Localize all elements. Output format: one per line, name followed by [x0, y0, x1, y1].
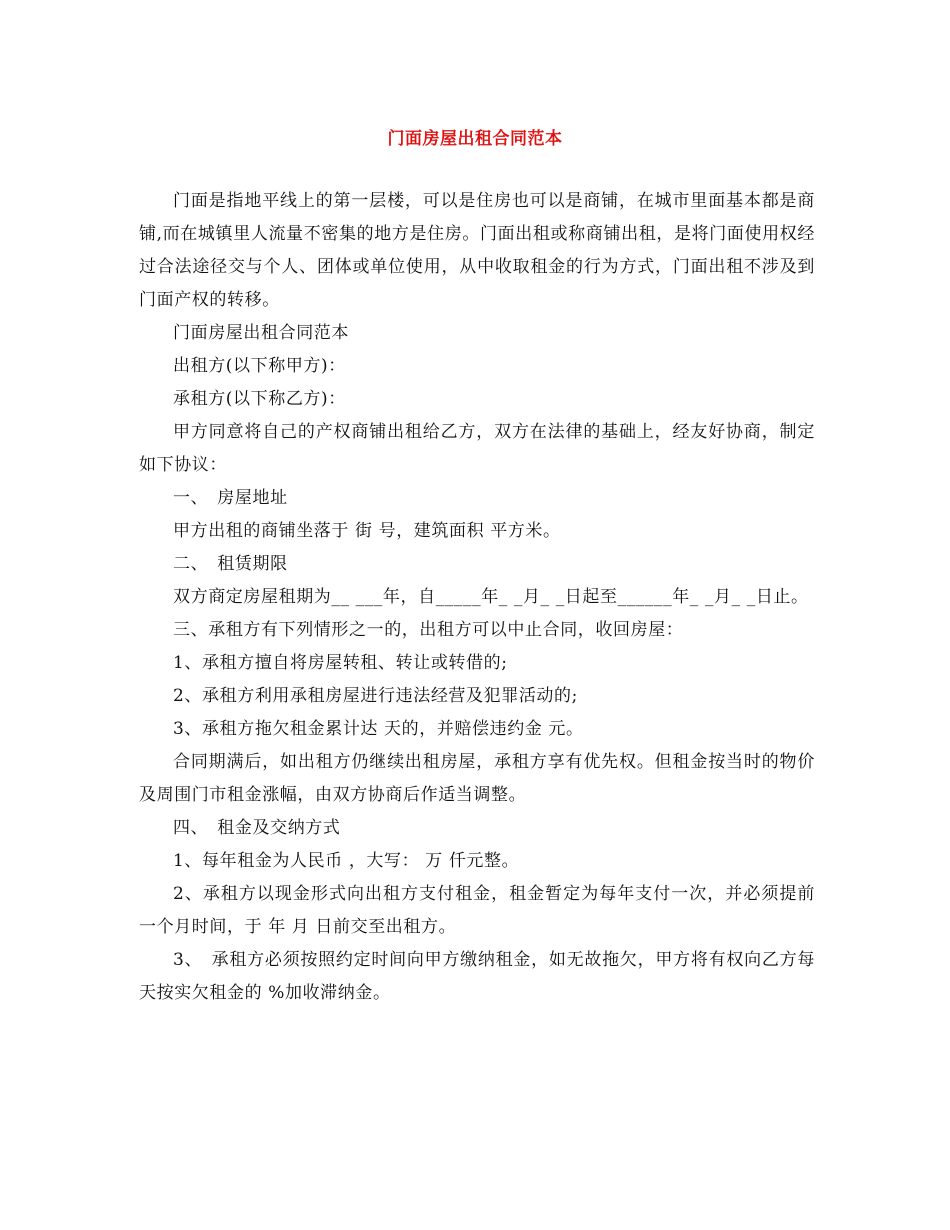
section-heading-term: 二、 租赁期限 [173, 554, 288, 574]
document-title: 门面房屋出租合同范本 [387, 129, 563, 149]
clause-item-2: 2、承租方利用承租房屋进行违法经营及犯罪活动的; [173, 686, 578, 706]
section-heading-rent: 四、 租金及交纳方式 [173, 818, 341, 838]
rent-item-1: 1、每年租金为人民币 ，大写： 万 仟元整。 [173, 851, 520, 871]
paragraph-lessee: 承租方(以下称乙方)： [173, 389, 346, 409]
paragraph-agreement: 甲方同意将自己的产权商铺出租给乙方，双方在法律的基础上，经友好协商，制定如下协议： [139, 422, 815, 475]
paragraph-subtitle: 门面房屋出租合同范本 [173, 323, 349, 343]
rent-item-3: 3、 承租方必须按照约定时间向甲方缴纳租金，如无故拖欠，甲方将有权向乙方每天按实欠租金的 %加收滞纳金。 [139, 950, 815, 1003]
clause-item-3: 3、承租方拖欠租金累计达 天的，并赔偿违约金 元。 [173, 719, 584, 739]
clause-item-1: 1、承租方擅自将房屋转租、转让或转借的; [173, 653, 508, 673]
document-body [139, 185, 815, 1010]
paragraph-address: 甲方出租的商铺坐落于 街 号，建筑面积 平方米。 [173, 521, 561, 541]
paragraph-intro: 门面是指地平线上的第一层楼，可以是住房也可以是商铺，在城市里面基本都是商铺,而在城镇里人流量不密集的地方是住房。门面出租或称商铺出租，是将门面使用权经过合法途径交与个人、团体或单位使用，从中收取租金的行为方式，门面出租不涉及到门面产权的转移。 [139, 191, 815, 310]
paragraph-renewal: 合同期满后，如出租方仍继续出租房屋，承租方享有优先权。但租金按当时的物价及周围门市租金涨幅，由双方协商后作适当调整。 [139, 752, 815, 805]
paragraph-term: 双方商定房屋租期为__ ___年，自_____年_ _月_ _日起至______年_ _月_ _日止。 [173, 587, 809, 607]
rent-item-2: 2、承租方以现金形式向出租方支付租金，租金暂定为每年支付一次，并必须提前一个月时间，于 年 月 日前交至出租方。 [139, 884, 815, 937]
paragraph-lessor: 出租方(以下称甲方)： [173, 356, 346, 376]
section-heading-termination: 三、承租方有下列情形之一的，出租方可以中止合同，收回房屋： [173, 620, 684, 640]
section-heading-address: 一、 房屋地址 [173, 488, 288, 508]
